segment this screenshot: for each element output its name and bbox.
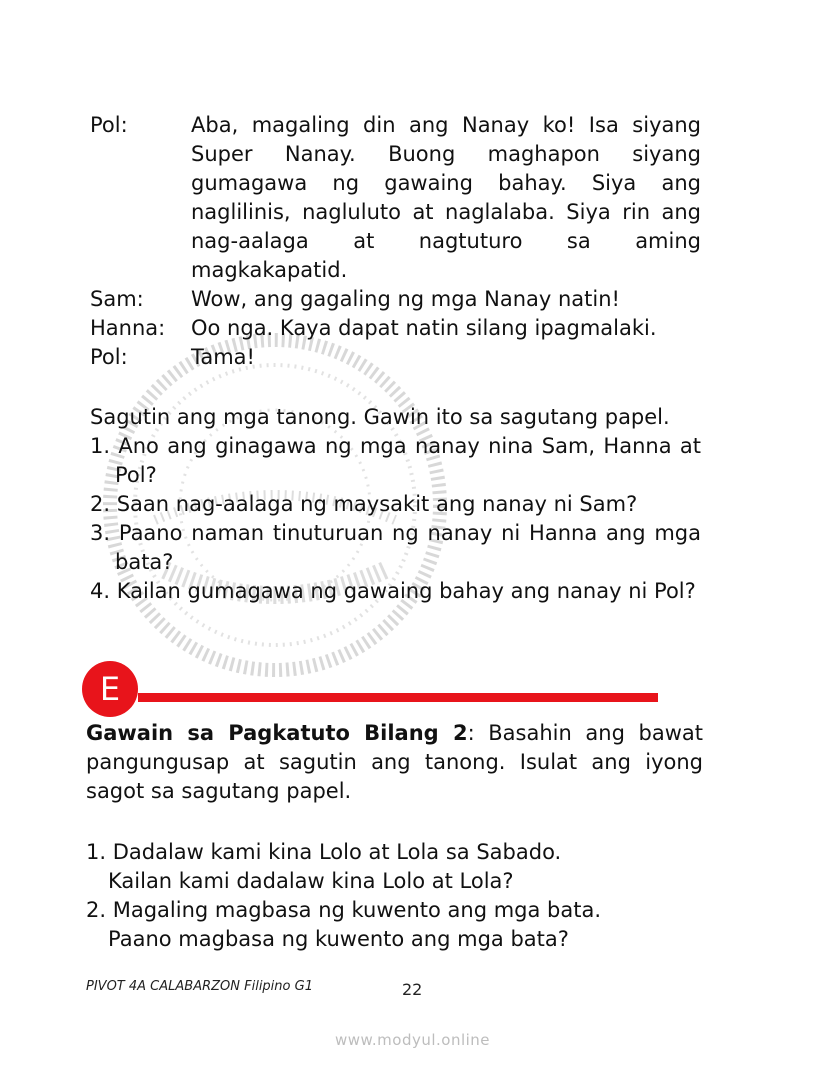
activity-item [86, 838, 703, 896]
page-number: 22 [402, 980, 423, 999]
dialogue-line [90, 314, 701, 343]
question-item: 3. Paano naman tinuturuan ng nanay ni Hanna ang mga bata? [90, 521, 701, 574]
speech-text: Tama! [191, 345, 255, 369]
speech-text: Aba, magaling din ang Nanay ko! Isa siyang Super Nanay. Buong maghapon siyang gumagawa ng gawaing bahay. Siya ang naglilinis, nagluluto at naglalaba. Siya rin ang nag-aalaga at nagtuturo sa aming magkakapatid. [191, 113, 701, 282]
dialogue-line [90, 343, 701, 372]
question-item: 4. Kailan gumagawa ng gawaing bahay ang nanay ni Pol? [90, 579, 696, 603]
question-list [90, 432, 701, 606]
instruction: Sagutin ang mga tanong. Gawin ito sa sagutang papel. [90, 405, 670, 429]
dialogue-line [90, 111, 701, 285]
speaker-label: Sam: [90, 287, 144, 311]
speaker-label: Hanna: [90, 316, 166, 340]
activity-text: : Basahin ang bawat pangungusap at sagutin ang tanong. Isulat ang iyong sagot sa sagutang papel. [86, 721, 704, 803]
speech-text: Wow, ang gagaling ng mga Nanay natin! [191, 287, 620, 311]
speaker-label: Pol: [90, 113, 128, 137]
section-letter-badge: E [82, 661, 138, 717]
section-divider [138, 693, 658, 702]
speech-text: Oo nga. Kaya dapat natin silang ipagmalaki. [191, 316, 657, 340]
item-question: Kailan kami dadalaw kina Lolo at Lola? [108, 869, 514, 893]
item-statement: 1. Dadalaw kami kina Lolo at Lola sa Sabado. [86, 840, 562, 864]
item-statement: 2. Magaling magbasa ng kuwento ang mga bata. [86, 898, 602, 922]
question-item: 1. Ano ang ginagawa ng mga nanay nina Sam, Hanna at Pol? [90, 434, 701, 487]
speaker-label: Pol: [90, 345, 128, 369]
activity-item [86, 896, 703, 954]
activity-instruction [86, 719, 703, 806]
item-question: Paano magbasa ng kuwento ang mga bata? [108, 927, 569, 951]
activity-title: Gawain sa Pagkatuto Bilang 2 [86, 721, 468, 745]
dialogue [90, 111, 701, 372]
activity-items [86, 838, 703, 954]
site-url: www.modyul.online [334, 1031, 491, 1049]
dialogue-line [90, 285, 701, 314]
question-item: 2. Saan nag-aalaga ng maysakit ang nanay ni Sam? [90, 492, 638, 516]
footer-module-name: PIVOT 4A CALABARZON Filipino G1 [86, 979, 313, 994]
